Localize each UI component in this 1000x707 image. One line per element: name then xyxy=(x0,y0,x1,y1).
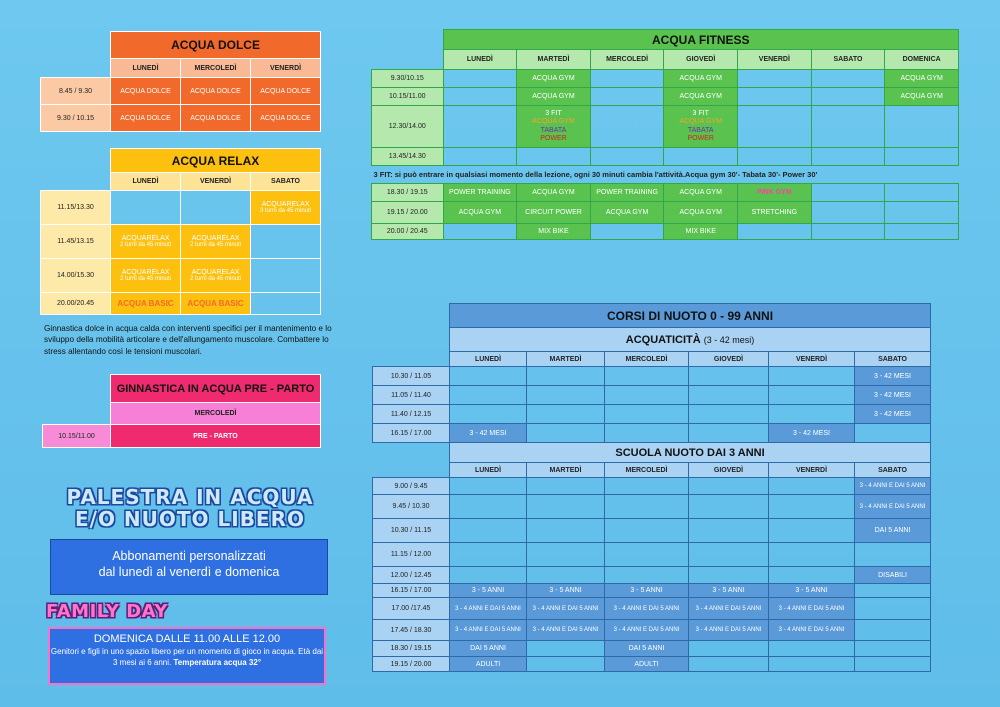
empty-cell xyxy=(689,495,769,519)
class-cell: 3 - 5 ANNI xyxy=(769,584,855,598)
class-cell: ADULTI xyxy=(450,657,527,672)
time-cell: 16.15 / 17.00 xyxy=(373,424,450,443)
time-cell: 20.00 / 20.45 xyxy=(372,224,444,240)
tabata-label: TABATA xyxy=(687,126,714,134)
class-cell: 3 - 42 MESI xyxy=(450,424,527,443)
preparto-title: GINNASTICA IN ACQUA PRE - PARTO xyxy=(111,375,321,403)
empty-cell xyxy=(769,519,855,543)
empty-cell xyxy=(885,202,959,224)
class-cell: 3 - 4 ANNI E DAI 5 ANNI xyxy=(527,620,605,641)
day-header: MERCOLEDÌ xyxy=(605,463,689,478)
day-header: LUNEDÌ xyxy=(443,50,517,70)
empty-cell xyxy=(689,424,769,443)
empty-cell xyxy=(590,106,664,148)
empty-cell xyxy=(450,478,527,495)
tabata-label: TABATA xyxy=(540,126,567,134)
class-cell: MIX BIKE xyxy=(517,224,591,240)
empty-cell xyxy=(689,386,769,405)
day-header: SABATO xyxy=(811,50,885,70)
family-day-desc xyxy=(50,647,324,669)
day-header: SABATO xyxy=(855,352,931,367)
empty-cell xyxy=(443,106,517,148)
empty-cell xyxy=(689,543,769,567)
empty-cell xyxy=(605,386,689,405)
empty-cell xyxy=(527,424,605,443)
family-day-title: FAMILY DAY xyxy=(46,601,168,622)
day-header: MERCOLEDÌ xyxy=(181,59,251,78)
class-cell: ACQUA DOLCE xyxy=(181,78,251,105)
day-header: LUNEDÌ xyxy=(450,352,527,367)
class-cell: PRE - PARTO xyxy=(111,425,321,448)
class-cell: ACQUA GYM xyxy=(664,88,738,106)
class-cell: ACQUA DOLCE xyxy=(111,78,181,105)
empty-cell xyxy=(811,224,885,240)
class-name: ACQUARELAX xyxy=(121,235,170,242)
empty-cell xyxy=(689,641,769,657)
time-cell: 11.45/13.15 xyxy=(41,225,111,259)
day-header: VENERDÌ xyxy=(769,352,855,367)
empty-cell xyxy=(443,88,517,106)
acquaticita-sub: (3 - 42 mesi) xyxy=(703,334,755,345)
day-header: GIOVEDÌ xyxy=(664,50,738,70)
empty-cell xyxy=(769,657,855,672)
scuola-nuoto-title: SCUOLA NUOTO DAI 3 ANNI xyxy=(450,443,931,463)
empty-cell xyxy=(769,367,855,386)
empty-cell xyxy=(689,567,769,584)
preparto-table xyxy=(42,374,321,448)
empty-cell xyxy=(450,543,527,567)
time-cell: 9.45 / 10.30 xyxy=(373,495,450,519)
3fit-note: 3 FIT: si può entrare in qualsiasi momento della lezione, ogni 30 minuti cambia l'attività.Acqua gym 30'- Tabata 30'- Power 30' xyxy=(373,170,818,179)
time-cell: 18.30 / 19.15 xyxy=(372,184,444,202)
class-cell: ACQUA GYM xyxy=(885,70,959,88)
class-cell: CIRCUIT POWER xyxy=(517,202,591,224)
class-cell: ACQUA GYM xyxy=(517,88,591,106)
empty-cell xyxy=(769,405,855,424)
empty-cell xyxy=(605,478,689,495)
class-cell: 3 - 4 ANNI E DAI 5 ANNI xyxy=(855,478,931,495)
acqua-fitness-table xyxy=(371,29,959,240)
empty-cell xyxy=(738,106,812,148)
day-header: LUNEDÌ xyxy=(111,173,181,191)
day-header: VENERDÌ xyxy=(181,173,251,191)
empty-cell xyxy=(443,70,517,88)
empty-cell xyxy=(689,657,769,672)
empty-cell xyxy=(517,148,591,166)
nuoto-title: CORSI DI NUOTO 0 - 99 ANNI xyxy=(450,304,931,328)
time-cell: 11.15 / 12.00 xyxy=(373,543,450,567)
family-desc-text: Genitori e figli in uno spazio libero per un momento di gioco in acqua. Età dai 3 mesi ai 6 anni. xyxy=(50,647,324,667)
empty-cell xyxy=(811,70,885,88)
time-cell: 10.30 / 11.15 xyxy=(373,519,450,543)
class-cell: 3 - 5 ANNI xyxy=(527,584,605,598)
time-cell: 17.45 / 18.30 xyxy=(373,620,450,641)
time-cell: 10.30 / 11.05 xyxy=(373,367,450,386)
day-header: MERCOLEDÌ xyxy=(590,50,664,70)
acqua-relax-title: ACQUA RELAX xyxy=(111,149,321,173)
3fit-label: 3 FIT xyxy=(545,110,562,118)
class-cell: 3 - 4 ANNI E DAI 5 ANNI xyxy=(605,598,689,620)
turns-note: 2 turni da 45 minuti xyxy=(189,276,242,282)
acqua-fitness-title: ACQUA FITNESS xyxy=(443,30,958,50)
day-header: MARTEDÌ xyxy=(527,463,605,478)
class-name: ACQUARELAX xyxy=(191,235,240,242)
empty-cell xyxy=(738,224,812,240)
empty-cell xyxy=(855,543,931,567)
gym-description: Ginnastica dolce in acqua calda con interventi specifici per il mantenimento e lo sviluppo della mobilità articolare e dell'allungamento muscolare. Combattere lo stress allentando così le tensioni muscolari. xyxy=(44,324,332,356)
time-cell: 19.15 / 20.00 xyxy=(373,657,450,672)
time-cell: 10.15/11.00 xyxy=(43,425,111,448)
empty-cell xyxy=(605,567,689,584)
time-cell: 9.30/10.15 xyxy=(372,70,444,88)
class-cell: ACQUA BASIC xyxy=(111,293,181,315)
acqua-relax-table xyxy=(40,148,321,315)
empty-cell xyxy=(605,367,689,386)
empty-cell xyxy=(885,148,959,166)
empty-cell xyxy=(855,620,931,641)
empty-cell xyxy=(443,148,517,166)
day-header: GIOVEDÌ xyxy=(689,463,769,478)
class-cell: 3 - 4 ANNI E DAI 5 ANNI xyxy=(689,620,769,641)
acqua-dolce-title: ACQUA DOLCE xyxy=(111,32,321,59)
empty-cell xyxy=(689,519,769,543)
class-cell xyxy=(181,225,251,259)
empty-cell xyxy=(811,88,885,106)
class-cell: 3 - 4 ANNI E DAI 5 ANNI xyxy=(769,598,855,620)
empty-cell xyxy=(811,184,885,202)
empty-cell xyxy=(811,148,885,166)
empty-cell xyxy=(450,519,527,543)
day-header: MARTEDÌ xyxy=(517,50,591,70)
empty-cell xyxy=(605,424,689,443)
palestra-line1: PALESTRA IN ACQUA xyxy=(66,485,314,509)
empty-cell xyxy=(769,386,855,405)
class-cell: ACQUA DOLCE xyxy=(111,105,181,132)
class-cell: DAI 5 ANNI xyxy=(605,641,689,657)
abbonamenti-box xyxy=(50,539,328,595)
empty-cell xyxy=(769,567,855,584)
empty-cell xyxy=(251,259,321,293)
empty-cell xyxy=(885,184,959,202)
abbonamenti-line2: dal lunedì al venerdì e domenica xyxy=(98,565,280,579)
day-header: VENERDÌ xyxy=(251,59,321,78)
empty-cell xyxy=(855,584,931,598)
empty-cell xyxy=(590,224,664,240)
empty-cell xyxy=(590,70,664,88)
empty-cell xyxy=(689,405,769,424)
empty-cell xyxy=(738,70,812,88)
empty-cell xyxy=(738,88,812,106)
day-header: LUNEDÌ xyxy=(111,59,181,78)
class-cell: PINK GYM xyxy=(738,184,812,202)
family-day-heading: DOMENICA DALLE 11.00 ALLE 12.00 xyxy=(93,633,281,645)
empty-cell xyxy=(689,478,769,495)
empty-cell xyxy=(855,641,931,657)
empty-cell xyxy=(527,495,605,519)
class-cell: 3 - 42 MESI xyxy=(855,386,931,405)
class-cell: ACQUA GYM xyxy=(517,70,591,88)
class-cell: 3 - 4 ANNI E DAI 5 ANNI xyxy=(769,620,855,641)
time-cell: 19.15 / 20.00 xyxy=(372,202,444,224)
time-cell: 11.40 / 12.15 xyxy=(373,405,450,424)
nuoto-table xyxy=(372,303,931,672)
empty-cell xyxy=(590,88,664,106)
time-cell: 9.30 / 10.15 xyxy=(41,105,111,132)
class-cell: DISABILI xyxy=(855,567,931,584)
time-cell: 16.15 / 17.00 xyxy=(373,584,450,598)
class-cell: 3 - 5 ANNI xyxy=(605,584,689,598)
empty-cell xyxy=(181,191,251,225)
turns-note: 2 turni da 45 minuti xyxy=(119,276,172,282)
class-cell xyxy=(111,225,181,259)
empty-cell xyxy=(450,567,527,584)
class-cell: 3 - 4 ANNI E DAI 5 ANNI xyxy=(450,620,527,641)
family-day-box xyxy=(48,627,326,685)
empty-cell xyxy=(527,657,605,672)
class-cell xyxy=(251,191,321,225)
power-label: POWER xyxy=(687,134,714,142)
class-cell: STRETCHING xyxy=(738,202,812,224)
time-cell: 12.30/14.00 xyxy=(372,106,444,148)
empty-cell xyxy=(450,495,527,519)
class-cell: 3 - 42 MESI xyxy=(855,367,931,386)
empty-cell xyxy=(527,641,605,657)
time-cell: 10.15/11.00 xyxy=(372,88,444,106)
day-header: MERCOLEDÌ xyxy=(111,403,321,425)
time-cell: 20.00/20.45 xyxy=(41,293,111,315)
class-cell: 3 - 4 ANNI E DAI 5 ANNI xyxy=(689,598,769,620)
class-cell: 3 - 4 ANNI E DAI 5 ANNI xyxy=(450,598,527,620)
gym-label: ACQUA GYM xyxy=(679,118,722,126)
class-cell: 3 - 4 ANNI E DAI 5 ANNI xyxy=(855,495,931,519)
day-header: MERCOLEDÌ xyxy=(605,352,689,367)
empty-cell xyxy=(111,191,181,225)
class-cell: ACQUA GYM xyxy=(590,202,664,224)
3fit-label: 3 FIT xyxy=(692,110,709,118)
empty-cell xyxy=(527,543,605,567)
empty-cell xyxy=(590,148,664,166)
class-cell: ADULTI xyxy=(605,657,689,672)
empty-cell xyxy=(450,367,527,386)
empty-cell xyxy=(251,225,321,259)
empty-cell xyxy=(664,148,738,166)
class-name: ACQUARELAX xyxy=(121,269,170,276)
time-cell: 14.00/15.30 xyxy=(41,259,111,293)
day-header: SABATO xyxy=(251,173,321,191)
empty-cell xyxy=(689,367,769,386)
class-cell: ACQUA GYM xyxy=(664,184,738,202)
empty-cell xyxy=(885,106,959,148)
day-header: GIOVEDÌ xyxy=(689,352,769,367)
class-cell: ACQUA GYM xyxy=(517,184,591,202)
empty-cell xyxy=(855,424,931,443)
family-temp: Temperatura acqua 32° xyxy=(173,657,262,667)
acquaticita-label: ACQUATICITÀ xyxy=(625,333,701,346)
empty-cell xyxy=(811,202,885,224)
time-cell: 11.15/13.30 xyxy=(41,191,111,225)
class-cell: ACQUA DOLCE xyxy=(251,78,321,105)
class-cell-3fit xyxy=(517,106,591,148)
time-cell: 8.45 / 9.30 xyxy=(41,78,111,105)
class-cell: 3 - 42 MESI xyxy=(855,405,931,424)
empty-cell xyxy=(527,478,605,495)
empty-cell xyxy=(605,519,689,543)
class-cell: 3 - 5 ANNI xyxy=(450,584,527,598)
class-cell: ACQUA GYM xyxy=(664,70,738,88)
time-cell: 9.00 / 9.45 xyxy=(373,478,450,495)
empty-cell xyxy=(769,543,855,567)
class-cell: 3 - 5 ANNI xyxy=(689,584,769,598)
empty-cell xyxy=(450,405,527,424)
empty-cell xyxy=(527,367,605,386)
class-cell: POWER TRAINING xyxy=(443,184,517,202)
time-cell: 12.00 / 12.45 xyxy=(373,567,450,584)
day-header: VENERDÌ xyxy=(769,463,855,478)
day-header: VENERDÌ xyxy=(738,50,812,70)
empty-cell xyxy=(855,657,931,672)
empty-cell xyxy=(605,543,689,567)
empty-cell xyxy=(769,478,855,495)
class-cell: MIX BIKE xyxy=(664,224,738,240)
class-cell: 3 - 4 ANNI E DAI 5 ANNI xyxy=(527,598,605,620)
class-cell: ACQUA DOLCE xyxy=(181,105,251,132)
class-cell xyxy=(181,259,251,293)
gym-label: ACQUA GYM xyxy=(532,118,575,126)
empty-cell xyxy=(738,148,812,166)
empty-cell xyxy=(855,598,931,620)
time-cell: 13.45/14.30 xyxy=(372,148,444,166)
empty-cell xyxy=(769,641,855,657)
palestra-heading xyxy=(30,486,350,530)
class-cell: ACQUA GYM xyxy=(885,88,959,106)
time-cell: 17.00 /17.45 xyxy=(373,598,450,620)
class-cell: 3 - 42 MESI xyxy=(769,424,855,443)
class-cell-3fit xyxy=(664,106,738,148)
acqua-dolce-table xyxy=(40,31,321,132)
empty-cell xyxy=(251,293,321,315)
class-name: ACQUARELAX xyxy=(261,201,310,208)
class-cell xyxy=(111,259,181,293)
empty-cell xyxy=(527,519,605,543)
day-header: SABATO xyxy=(855,463,931,478)
abbonamenti-line1: Abbonamenti personalizzati xyxy=(112,549,266,563)
class-cell: ACQUA GYM xyxy=(664,202,738,224)
empty-cell xyxy=(885,224,959,240)
empty-cell xyxy=(527,405,605,424)
day-header: MARTEDÌ xyxy=(527,352,605,367)
palestra-line2: E/O NUOTO LIBERO xyxy=(74,507,305,531)
time-cell: 18.30 / 19.15 xyxy=(373,641,450,657)
day-header: DOMENICA xyxy=(885,50,959,70)
acquaticita-title xyxy=(450,328,931,352)
turns-note: 2 turni da 45 minuti xyxy=(189,242,242,248)
turns-note: 2 turni da 45 minuti xyxy=(119,242,172,248)
class-cell: ACQUA GYM xyxy=(443,202,517,224)
class-cell: POWER TRAINING xyxy=(590,184,664,202)
class-cell: ACQUA BASIC xyxy=(181,293,251,315)
empty-cell xyxy=(769,495,855,519)
class-cell: 3 - 4 ANNI E DAI 5 ANNI xyxy=(605,620,689,641)
class-name: ACQUARELAX xyxy=(191,269,240,276)
class-cell: ACQUA DOLCE xyxy=(251,105,321,132)
class-cell: DAI 5 ANNI xyxy=(450,641,527,657)
empty-cell xyxy=(450,386,527,405)
empty-cell xyxy=(443,224,517,240)
empty-cell xyxy=(527,386,605,405)
class-cell: DAI 5 ANNI xyxy=(855,519,931,543)
power-label: POWER xyxy=(540,134,567,142)
empty-cell xyxy=(811,106,885,148)
turns-note: 3 turni da 45 minuti xyxy=(259,208,312,214)
empty-cell xyxy=(605,405,689,424)
day-header: LUNEDÌ xyxy=(450,463,527,478)
empty-cell xyxy=(605,495,689,519)
empty-cell xyxy=(527,567,605,584)
time-cell: 11.05 / 11.40 xyxy=(373,386,450,405)
